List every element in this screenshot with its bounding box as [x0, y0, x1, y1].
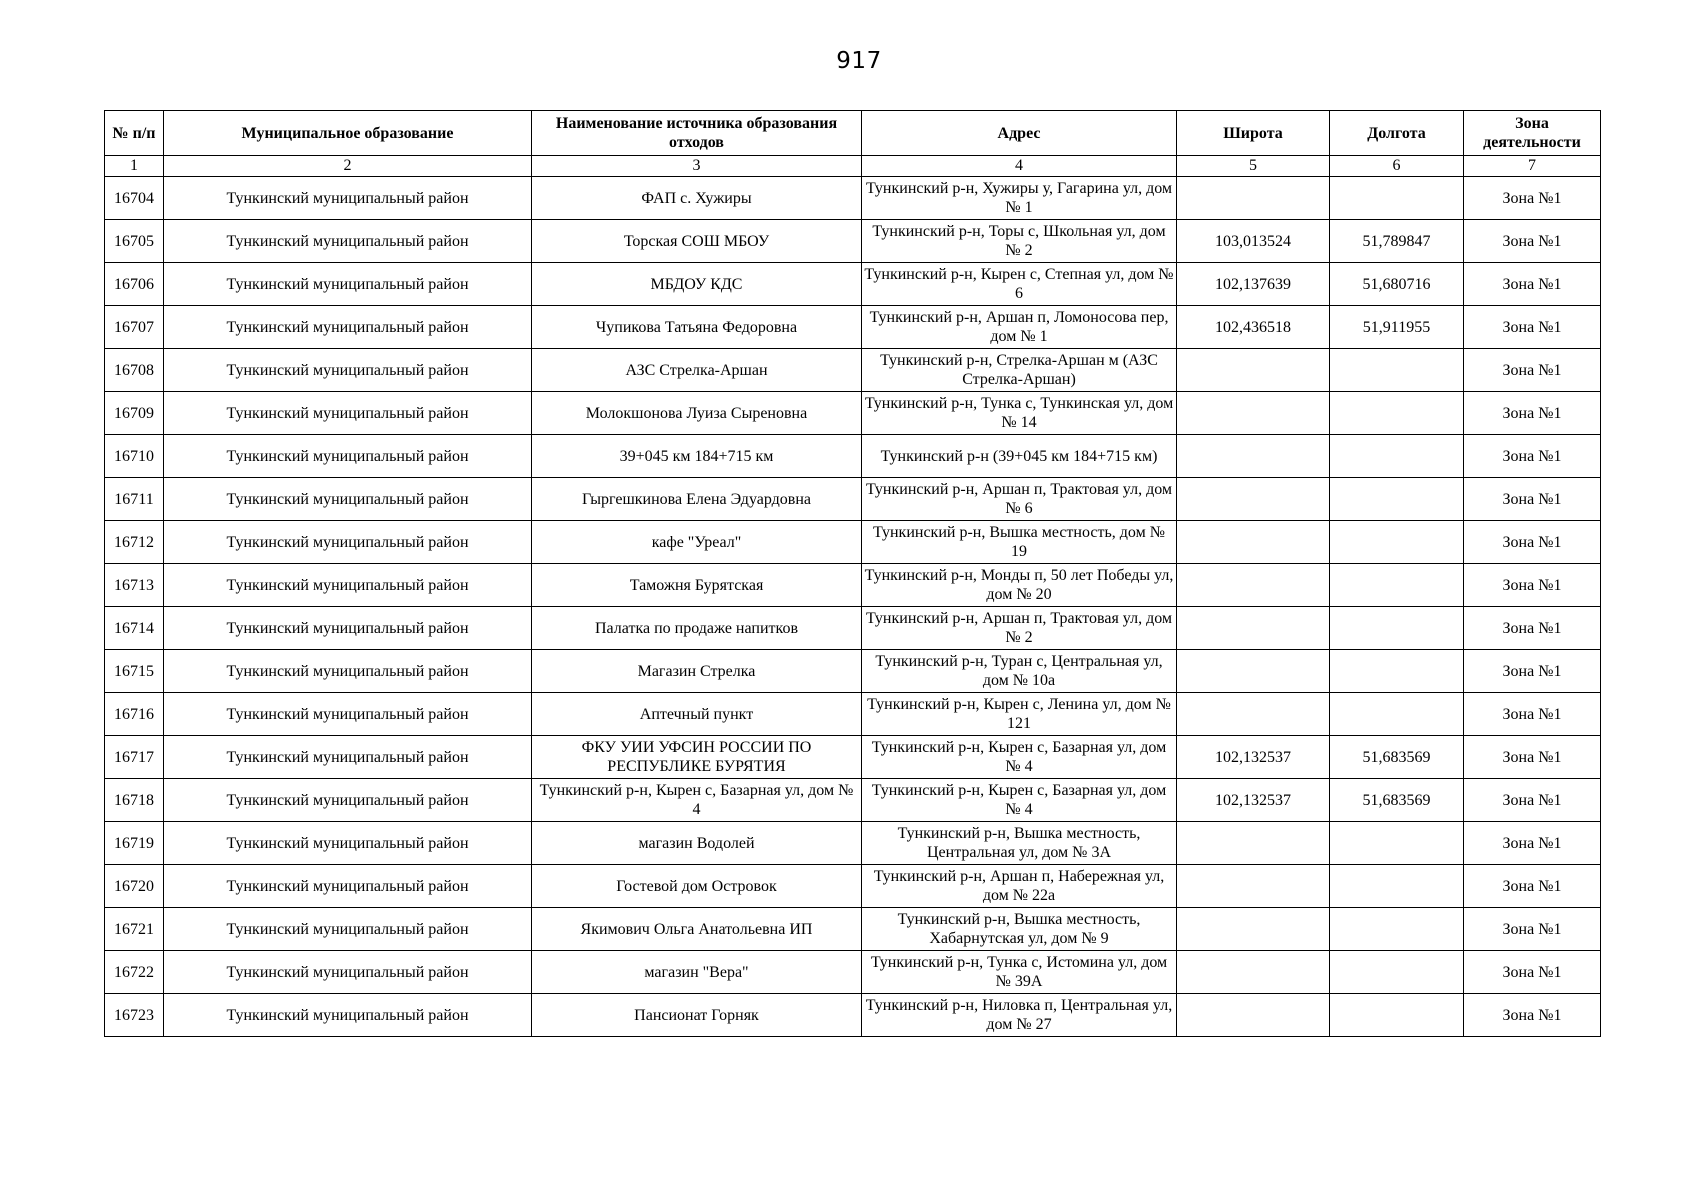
- cell-longitude: [1330, 435, 1464, 478]
- cell-zone: Зона №1: [1464, 650, 1601, 693]
- table-row: [105, 865, 1601, 908]
- cell-latitude: [1177, 822, 1330, 865]
- column-number-cell: 7: [1464, 156, 1601, 177]
- cell-source-name: АЗС Стрелка-Аршан: [532, 349, 862, 392]
- cell-latitude: 102,132537: [1177, 736, 1330, 779]
- cell-zone: Зона №1: [1464, 478, 1601, 521]
- cell-longitude: [1330, 908, 1464, 951]
- cell-number: 16708: [105, 349, 164, 392]
- cell-latitude: [1177, 349, 1330, 392]
- table-row: [105, 736, 1601, 779]
- column-number-cell: 1: [105, 156, 164, 177]
- cell-address: Тункинский р-н, Аршан п, Ломоносова пер, дом № 1: [862, 306, 1177, 349]
- table-row: [105, 349, 1601, 392]
- cell-source-name: Палатка по продаже напитков: [532, 607, 862, 650]
- cell-address: Тункинский р-н, Кырен с, Ленина ул, дом № 121: [862, 693, 1177, 736]
- table-row: [105, 521, 1601, 564]
- cell-municipality: Тункинский муниципальный район: [164, 306, 532, 349]
- cell-number: 16719: [105, 822, 164, 865]
- cell-number: 16714: [105, 607, 164, 650]
- cell-latitude: [1177, 650, 1330, 693]
- table-row: [105, 908, 1601, 951]
- cell-number: 16713: [105, 564, 164, 607]
- header-row: [105, 111, 1601, 156]
- table-row: [105, 263, 1601, 306]
- cell-municipality: Тункинский муниципальный район: [164, 693, 532, 736]
- cell-municipality: Тункинский муниципальный район: [164, 177, 532, 220]
- cell-zone: Зона №1: [1464, 951, 1601, 994]
- cell-number: 16709: [105, 392, 164, 435]
- cell-longitude: [1330, 822, 1464, 865]
- waste-sources-table: [104, 110, 1601, 1037]
- table-row: [105, 607, 1601, 650]
- cell-number: 16707: [105, 306, 164, 349]
- cell-source-name: Гыргешкинова Елена Эдуардовна: [532, 478, 862, 521]
- cell-address: Тункинский р-н, Аршан п, Трактовая ул, дом № 6: [862, 478, 1177, 521]
- table-row: [105, 478, 1601, 521]
- cell-zone: Зона №1: [1464, 607, 1601, 650]
- cell-number: 16716: [105, 693, 164, 736]
- header-cell-municipality: Муниципальное образование: [164, 111, 532, 156]
- cell-municipality: Тункинский муниципальный район: [164, 650, 532, 693]
- table-row: [105, 779, 1601, 822]
- column-number-cell: 2: [164, 156, 532, 177]
- table-row: [105, 564, 1601, 607]
- cell-longitude: 51,789847: [1330, 220, 1464, 263]
- cell-source-name: Чупикова Татьяна Федоровна: [532, 306, 862, 349]
- cell-address: Тункинский р-н, Стрелка-Аршан м (АЗС Стрелка-Аршан): [862, 349, 1177, 392]
- cell-source-name: Пансионат Горняк: [532, 994, 862, 1037]
- cell-longitude: [1330, 607, 1464, 650]
- cell-number: 16710: [105, 435, 164, 478]
- cell-number: 16711: [105, 478, 164, 521]
- cell-number: 16706: [105, 263, 164, 306]
- cell-longitude: [1330, 951, 1464, 994]
- cell-municipality: Тункинский муниципальный район: [164, 392, 532, 435]
- cell-zone: Зона №1: [1464, 177, 1601, 220]
- cell-longitude: 51,683569: [1330, 736, 1464, 779]
- cell-latitude: [1177, 951, 1330, 994]
- cell-zone: Зона №1: [1464, 779, 1601, 822]
- cell-longitude: [1330, 392, 1464, 435]
- cell-latitude: [1177, 392, 1330, 435]
- cell-zone: Зона №1: [1464, 521, 1601, 564]
- cell-latitude: [1177, 564, 1330, 607]
- header-cell-address: Адрес: [862, 111, 1177, 156]
- cell-address: Тункинский р-н, Тунка с, Тункинская ул, дом № 14: [862, 392, 1177, 435]
- cell-source-name: Якимович Ольга Анатольевна ИП: [532, 908, 862, 951]
- cell-source-name: Таможня Бурятская: [532, 564, 862, 607]
- cell-municipality: Тункинский муниципальный район: [164, 607, 532, 650]
- cell-source-name: магазин "Вера": [532, 951, 862, 994]
- cell-municipality: Тункинский муниципальный район: [164, 349, 532, 392]
- cell-latitude: [1177, 177, 1330, 220]
- cell-zone: Зона №1: [1464, 564, 1601, 607]
- cell-address: Тункинский р-н (39+045 км 184+715 км): [862, 435, 1177, 478]
- cell-latitude: 102,137639: [1177, 263, 1330, 306]
- cell-latitude: [1177, 521, 1330, 564]
- column-number-cell: 3: [532, 156, 862, 177]
- cell-address: Тункинский р-н, Хужиры у, Гагарина ул, дом № 1: [862, 177, 1177, 220]
- cell-number: 16723: [105, 994, 164, 1037]
- cell-number: 16717: [105, 736, 164, 779]
- cell-number: 16712: [105, 521, 164, 564]
- cell-address: Тункинский р-н, Туран с, Центральная ул, дом № 10а: [862, 650, 1177, 693]
- cell-zone: Зона №1: [1464, 908, 1601, 951]
- cell-address: Тункинский р-н, Вышка местность, дом № 19: [862, 521, 1177, 564]
- cell-municipality: Тункинский муниципальный район: [164, 822, 532, 865]
- cell-zone: Зона №1: [1464, 220, 1601, 263]
- cell-longitude: [1330, 349, 1464, 392]
- cell-source-name: ФАП с. Хужиры: [532, 177, 862, 220]
- table-row: [105, 693, 1601, 736]
- cell-zone: Зона №1: [1464, 435, 1601, 478]
- header-cell-zone: Зона деятельности: [1464, 111, 1601, 156]
- cell-longitude: [1330, 478, 1464, 521]
- table-row: [105, 435, 1601, 478]
- cell-address: Тункинский р-н, Кырен с, Базарная ул, дом № 4: [862, 779, 1177, 822]
- cell-number: 16720: [105, 865, 164, 908]
- cell-municipality: Тункинский муниципальный район: [164, 435, 532, 478]
- cell-municipality: Тункинский муниципальный район: [164, 865, 532, 908]
- header-cell-number: № п/п: [105, 111, 164, 156]
- cell-address: Тункинский р-н, Торы с, Школьная ул, дом № 2: [862, 220, 1177, 263]
- cell-address: Тункинский р-н, Вышка местность, Хабарнутская ул, дом № 9: [862, 908, 1177, 951]
- cell-longitude: [1330, 521, 1464, 564]
- header-cell-longitude: Долгота: [1330, 111, 1464, 156]
- cell-source-name: Гостевой дом Островок: [532, 865, 862, 908]
- cell-municipality: Тункинский муниципальный район: [164, 478, 532, 521]
- page-number: 917: [836, 48, 882, 74]
- cell-source-name: Молокшонова Луиза Сыреновна: [532, 392, 862, 435]
- cell-longitude: [1330, 994, 1464, 1037]
- cell-municipality: Тункинский муниципальный район: [164, 994, 532, 1037]
- cell-source-name: Магазин Стрелка: [532, 650, 862, 693]
- cell-source-name: Торская СОШ МБОУ: [532, 220, 862, 263]
- cell-address: Тункинский р-н, Аршан п, Трактовая ул, дом № 2: [862, 607, 1177, 650]
- cell-zone: Зона №1: [1464, 822, 1601, 865]
- cell-longitude: 51,680716: [1330, 263, 1464, 306]
- cell-address: Тункинский р-н, Аршан п, Набережная ул, дом № 22а: [862, 865, 1177, 908]
- cell-municipality: Тункинский муниципальный район: [164, 736, 532, 779]
- cell-source-name: Тункинский р-н, Кырен с, Базарная ул, дом № 4: [532, 779, 862, 822]
- cell-longitude: 51,911955: [1330, 306, 1464, 349]
- table-row: [105, 306, 1601, 349]
- cell-latitude: [1177, 435, 1330, 478]
- cell-longitude: [1330, 865, 1464, 908]
- cell-source-name: Аптечный пункт: [532, 693, 862, 736]
- cell-latitude: [1177, 607, 1330, 650]
- cell-number: 16721: [105, 908, 164, 951]
- cell-latitude: 102,436518: [1177, 306, 1330, 349]
- cell-address: Тункинский р-н, Тунка с, Истомина ул, дом № 39А: [862, 951, 1177, 994]
- cell-zone: Зона №1: [1464, 306, 1601, 349]
- cell-number: 16705: [105, 220, 164, 263]
- cell-zone: Зона №1: [1464, 263, 1601, 306]
- column-number-cell: 6: [1330, 156, 1464, 177]
- cell-zone: Зона №1: [1464, 736, 1601, 779]
- cell-municipality: Тункинский муниципальный район: [164, 521, 532, 564]
- cell-municipality: Тункинский муниципальный район: [164, 908, 532, 951]
- cell-municipality: Тункинский муниципальный район: [164, 263, 532, 306]
- table-row: [105, 392, 1601, 435]
- table-body: [105, 177, 1601, 1037]
- column-number-row: [105, 156, 1601, 177]
- table-row: [105, 951, 1601, 994]
- cell-longitude: [1330, 693, 1464, 736]
- header-cell-source-name: Наименование источника образования отходов: [532, 111, 862, 156]
- cell-number: 16704: [105, 177, 164, 220]
- header-cell-latitude: Широта: [1177, 111, 1330, 156]
- cell-latitude: [1177, 693, 1330, 736]
- cell-zone: Зона №1: [1464, 865, 1601, 908]
- cell-address: Тункинский р-н, Кырен с, Степная ул, дом № 6: [862, 263, 1177, 306]
- cell-number: 16718: [105, 779, 164, 822]
- cell-municipality: Тункинский муниципальный район: [164, 564, 532, 607]
- cell-number: 16722: [105, 951, 164, 994]
- cell-source-name: магазин Водолей: [532, 822, 862, 865]
- cell-latitude: [1177, 478, 1330, 521]
- table-row: [105, 220, 1601, 263]
- cell-source-name: МБДОУ КДС: [532, 263, 862, 306]
- cell-longitude: 51,683569: [1330, 779, 1464, 822]
- cell-zone: Зона №1: [1464, 349, 1601, 392]
- cell-latitude: 102,132537: [1177, 779, 1330, 822]
- table-row: [105, 994, 1601, 1037]
- cell-source-name: кафе "Уреал": [532, 521, 862, 564]
- cell-longitude: [1330, 650, 1464, 693]
- cell-zone: Зона №1: [1464, 994, 1601, 1037]
- cell-latitude: 103,013524: [1177, 220, 1330, 263]
- column-number-cell: 4: [862, 156, 1177, 177]
- cell-latitude: [1177, 865, 1330, 908]
- cell-address: Тункинский р-н, Ниловка п, Центральная ул, дом № 27: [862, 994, 1177, 1037]
- cell-address: Тункинский р-н, Кырен с, Базарная ул, дом № 4: [862, 736, 1177, 779]
- cell-municipality: Тункинский муниципальный район: [164, 220, 532, 263]
- cell-latitude: [1177, 908, 1330, 951]
- table-row: [105, 177, 1601, 220]
- cell-longitude: [1330, 564, 1464, 607]
- cell-number: 16715: [105, 650, 164, 693]
- table-row: [105, 650, 1601, 693]
- column-number-cell: 5: [1177, 156, 1330, 177]
- cell-latitude: [1177, 994, 1330, 1037]
- cell-municipality: Тункинский муниципальный район: [164, 951, 532, 994]
- cell-zone: Зона №1: [1464, 392, 1601, 435]
- cell-municipality: Тункинский муниципальный район: [164, 779, 532, 822]
- table-row: [105, 822, 1601, 865]
- cell-source-name: 39+045 км 184+715 км: [532, 435, 862, 478]
- cell-address: Тункинский р-н, Монды п, 50 лет Победы ул, дом № 20: [862, 564, 1177, 607]
- cell-source-name: ФКУ УИИ УФСИН РОССИИ ПО РЕСПУБЛИКЕ БУРЯТИЯ: [532, 736, 862, 779]
- cell-zone: Зона №1: [1464, 693, 1601, 736]
- cell-longitude: [1330, 177, 1464, 220]
- cell-address: Тункинский р-н, Вышка местность, Центральная ул, дом № 3А: [862, 822, 1177, 865]
